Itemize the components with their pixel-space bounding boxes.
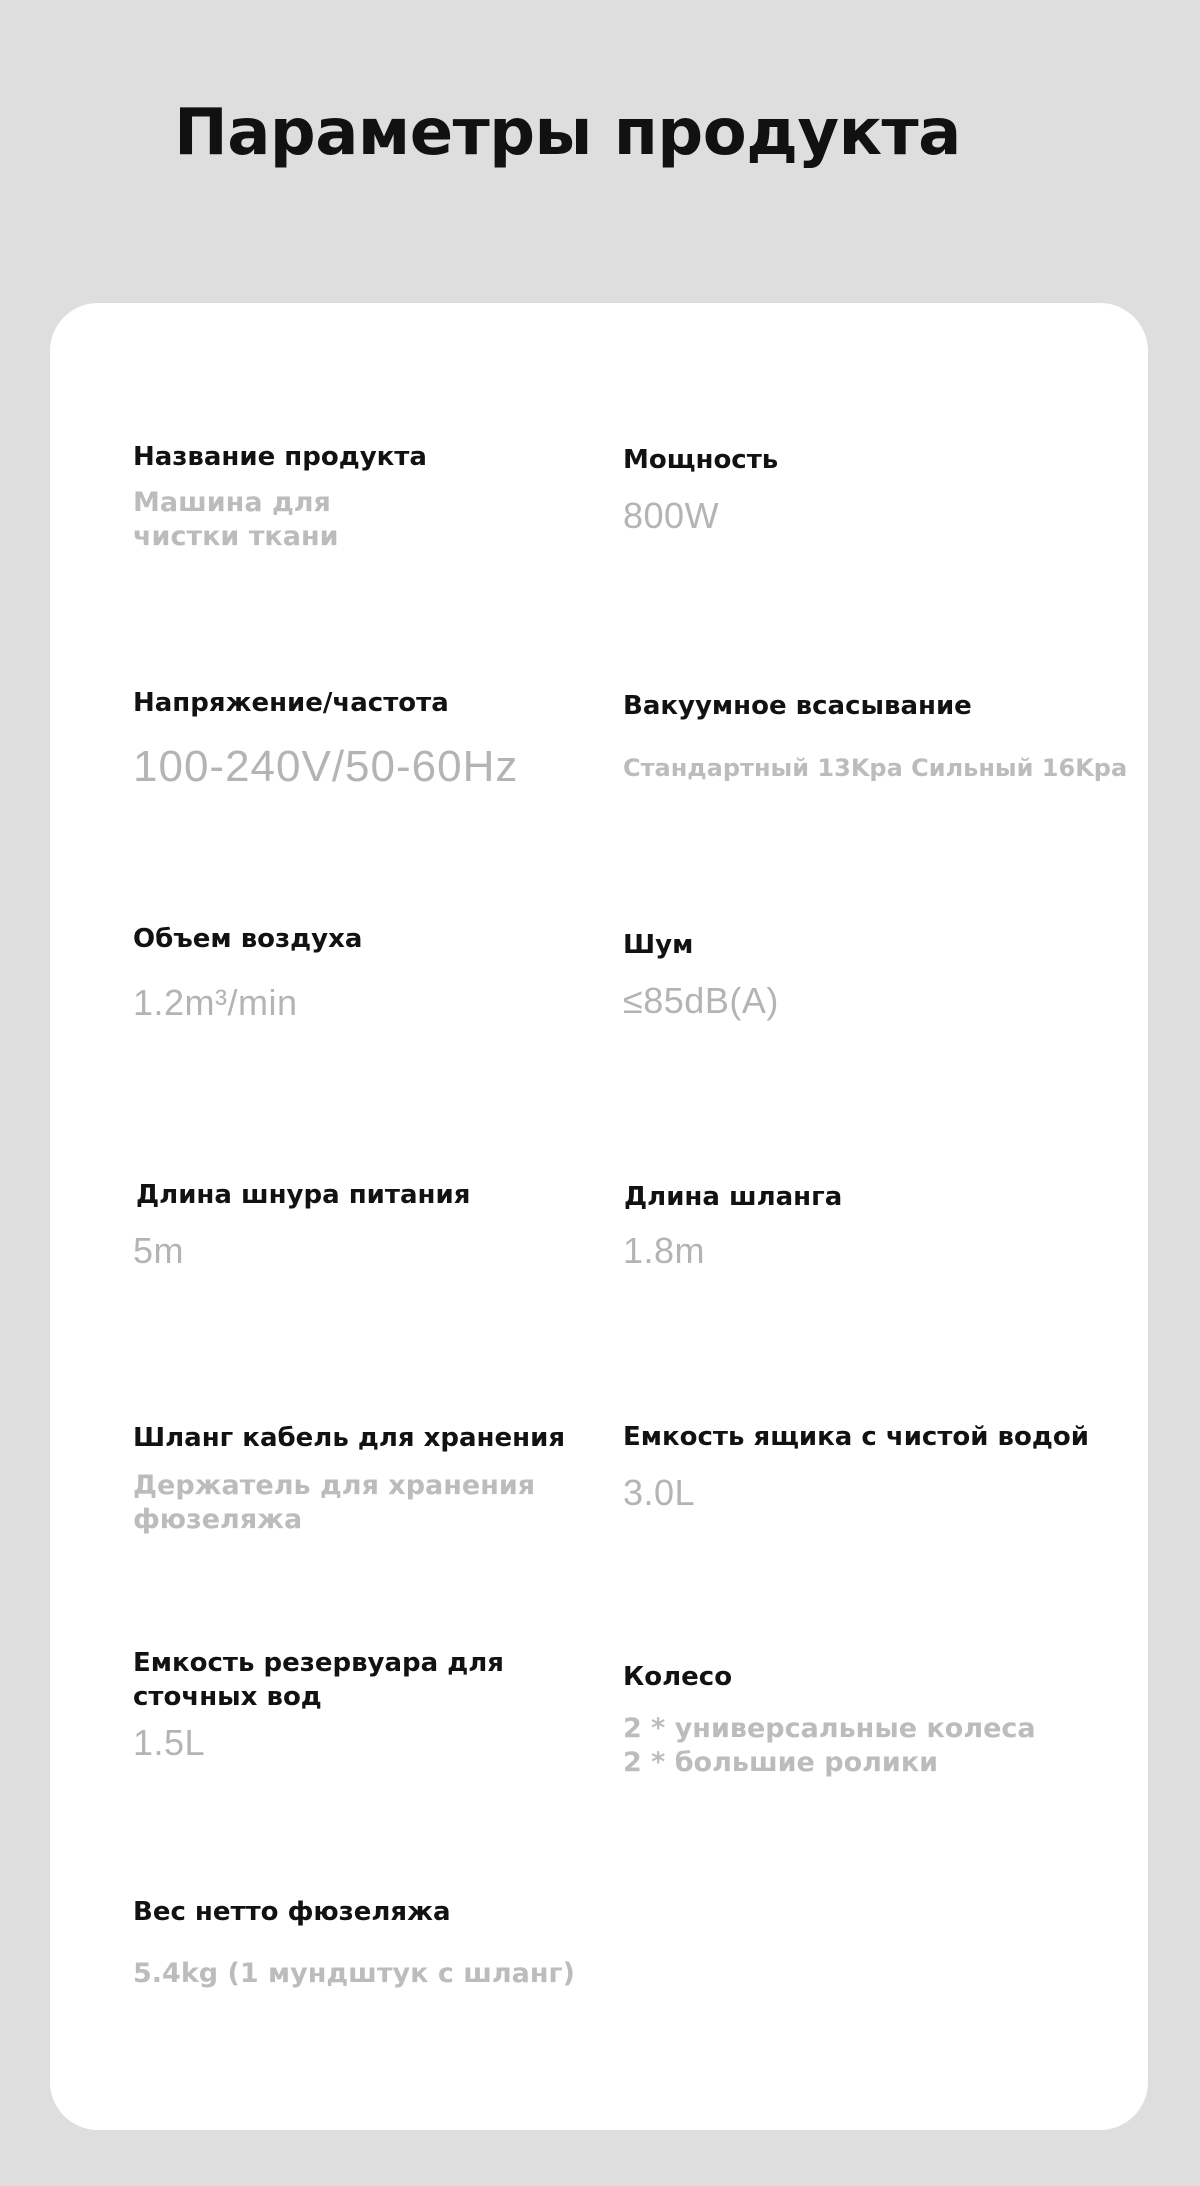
param-vacuum-suction — [623, 689, 1127, 785]
param-value-line: Держатель для хранения — [133, 1470, 536, 1501]
param-power — [623, 443, 779, 536]
param-label: Шум — [623, 930, 694, 960]
page-title: Параметры продукта — [174, 96, 961, 170]
param-label: Название продукта — [133, 442, 427, 472]
param-label: Напряжение/частота — [133, 688, 449, 718]
param-label: Шланг кабель для хранения — [133, 1423, 566, 1453]
param-value: 3.0L — [623, 1472, 696, 1513]
param-power-cord-length — [133, 1178, 471, 1271]
parameters-card — [50, 303, 1148, 2130]
param-value: 1.2m³/min — [133, 982, 298, 1023]
param-value-line: чистки ткани — [133, 521, 339, 552]
param-value: 800W — [623, 495, 720, 536]
param-net-weight — [133, 1895, 575, 1991]
param-product-name — [133, 440, 427, 554]
param-value-line: 2 * большие ролики — [623, 1747, 939, 1778]
param-value: ≤85dB(A) — [623, 980, 779, 1021]
param-air-volume — [133, 922, 363, 1023]
param-hose-length — [623, 1180, 843, 1271]
param-value: 1.8m — [623, 1230, 706, 1271]
param-value-line: Машина для — [133, 487, 331, 518]
param-label — [133, 1646, 504, 1714]
param-value — [133, 486, 427, 554]
param-value: 1.5L — [133, 1722, 206, 1763]
param-label: Емкость ящика с чистой водой — [623, 1422, 1089, 1452]
param-label-line: Емкость резервуара для — [133, 1648, 504, 1678]
param-value: Стандартный 13Kpa Сильный 16Kpa — [623, 754, 1128, 782]
param-label: Колесо — [623, 1662, 733, 1692]
param-clean-water-tank — [623, 1420, 1089, 1513]
param-value: 5.4kg (1 мундштук с шланг) — [133, 1958, 575, 1989]
param-voltage-frequency — [133, 686, 519, 791]
param-value — [623, 1712, 1036, 1780]
param-wheel — [623, 1660, 1036, 1780]
param-label: Длина шланга — [624, 1182, 843, 1212]
param-waste-water-tank — [133, 1646, 504, 1763]
param-value — [133, 1469, 565, 1537]
param-label: Вес нетто фюзеляжа — [133, 1897, 451, 1927]
param-label: Мощность — [623, 445, 779, 475]
param-label: Длина шнура питания — [136, 1180, 471, 1210]
param-label-line: сточных вод — [133, 1682, 322, 1712]
param-value: 5m — [133, 1230, 185, 1271]
param-label: Объем воздуха — [133, 924, 363, 954]
param-label: Вакуумное всасывание — [623, 691, 972, 721]
param-value-line: фюзеляжа — [133, 1504, 303, 1535]
param-value: 100-240V/50-60Hz — [133, 742, 519, 791]
param-value-line: 2 * универсальные колеса — [623, 1713, 1036, 1744]
param-noise — [623, 928, 779, 1021]
param-hose-cable-storage — [133, 1421, 565, 1537]
